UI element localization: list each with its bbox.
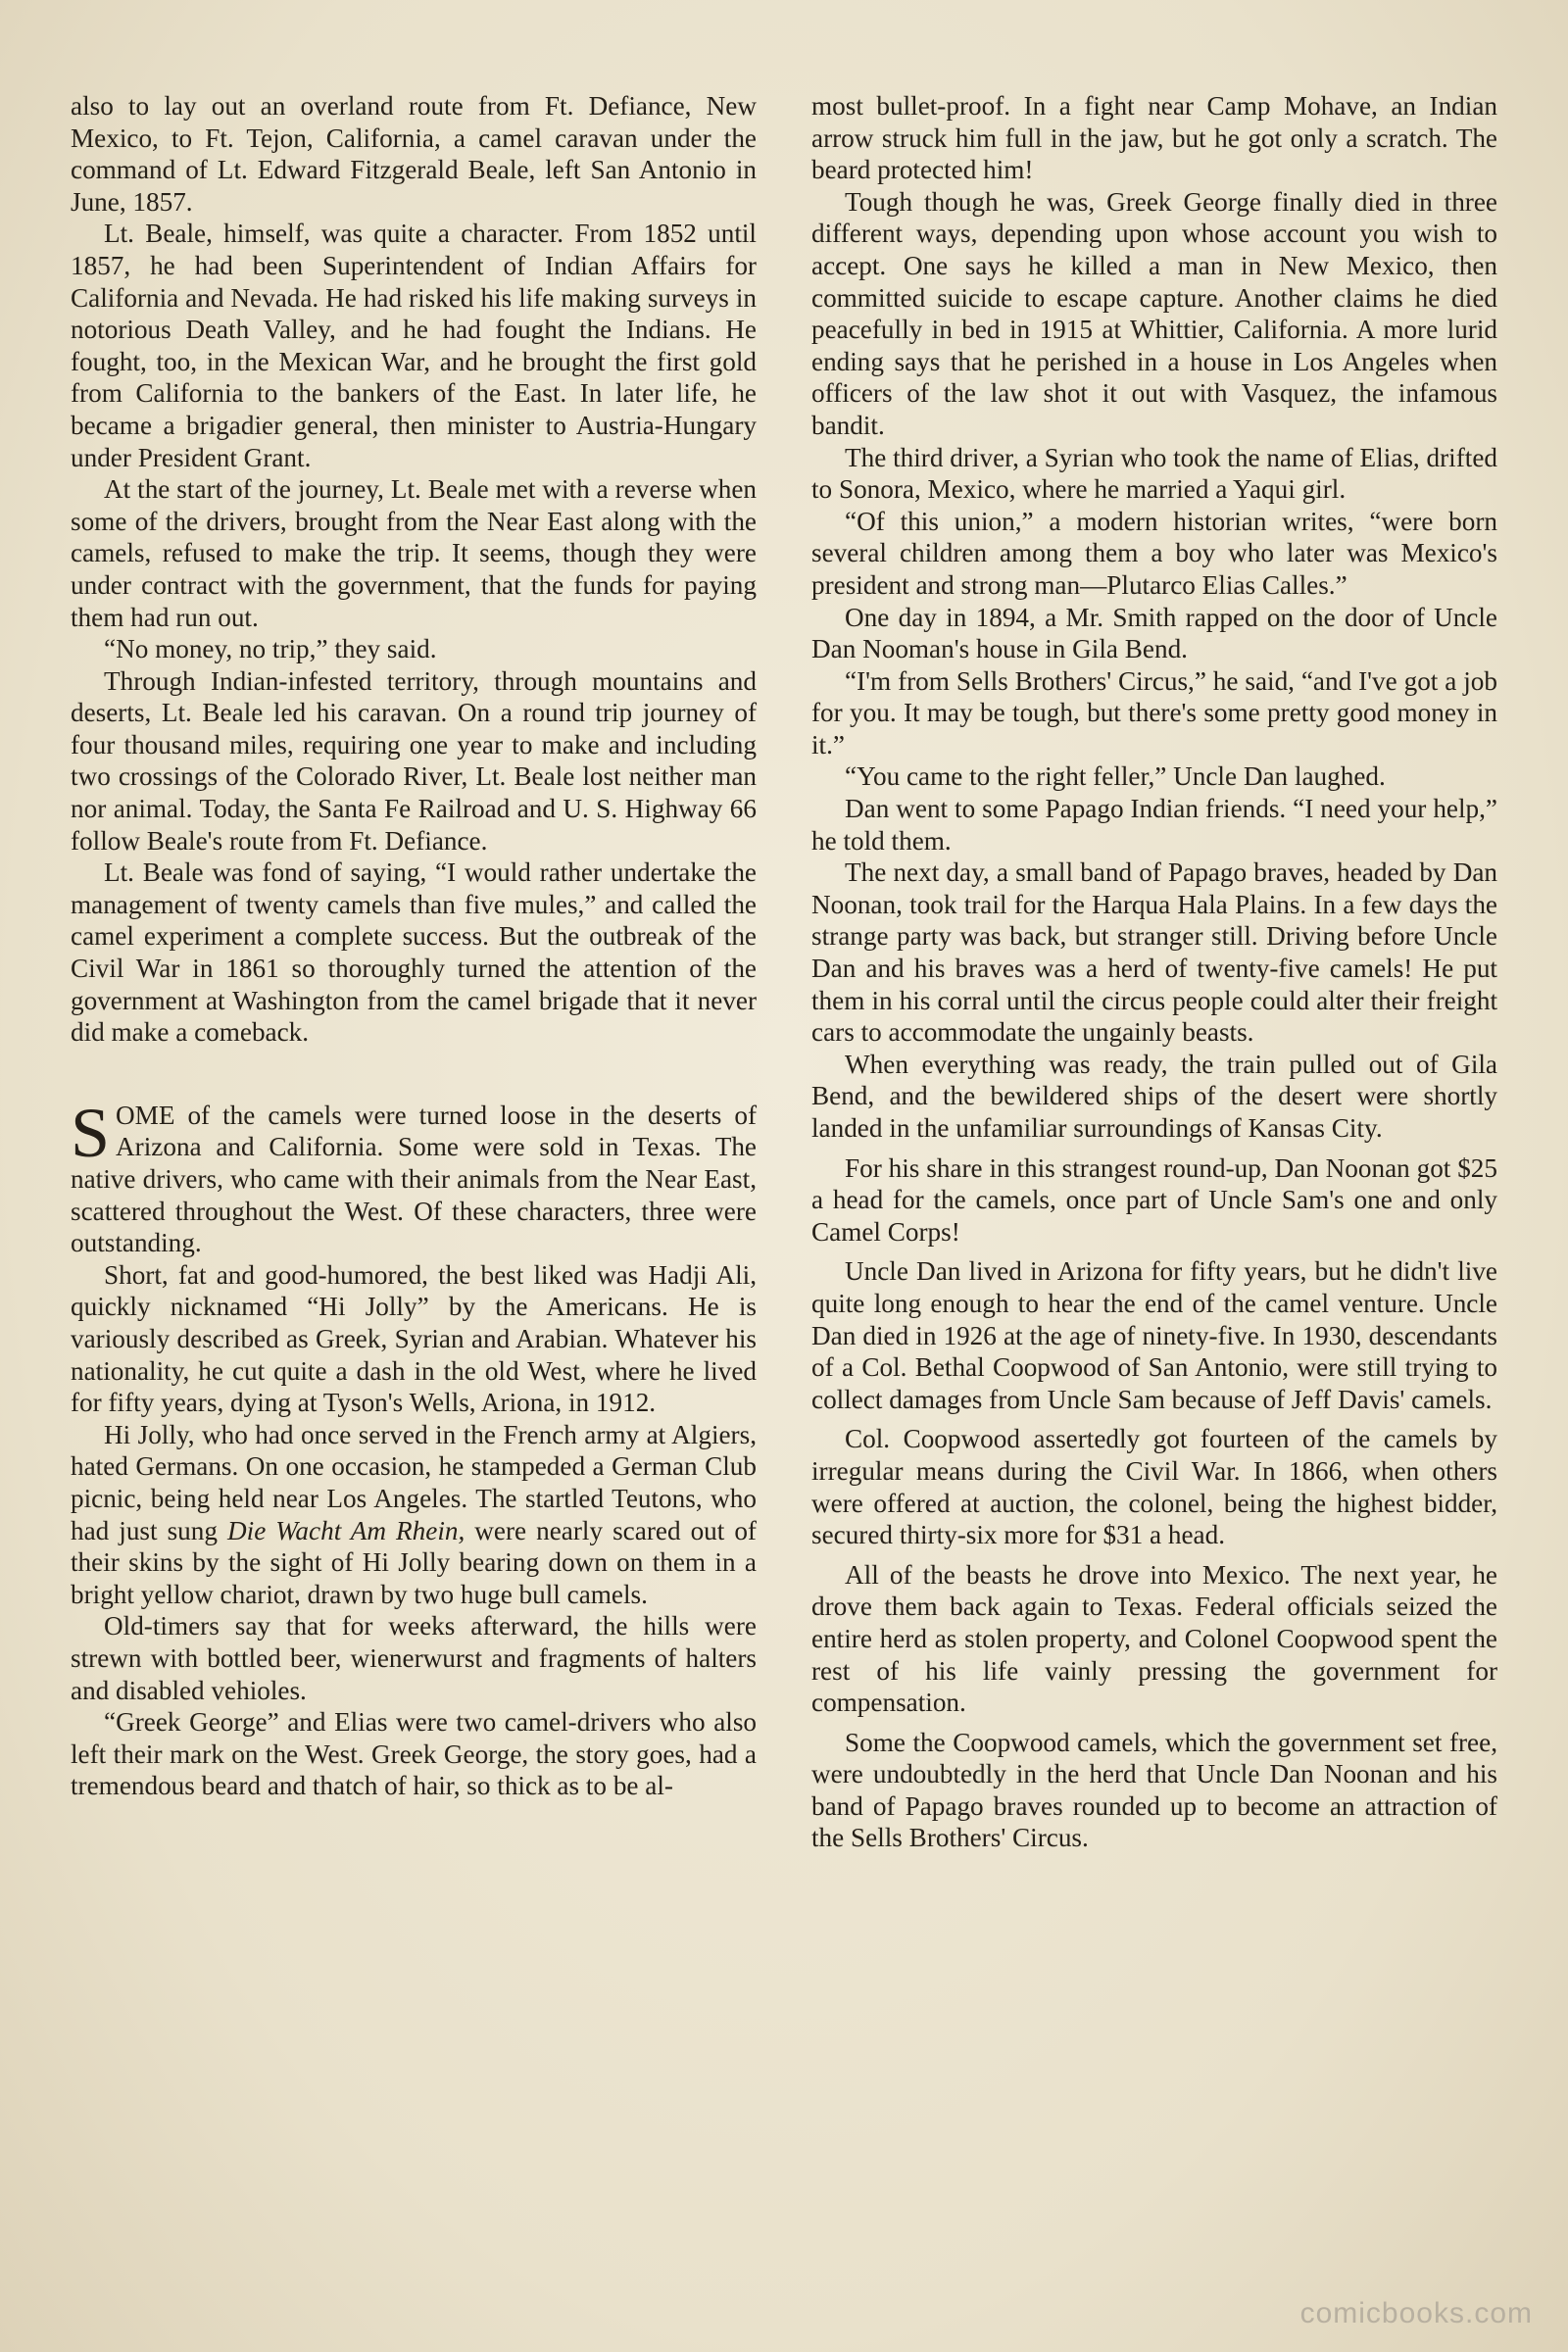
paragraph: also to lay out an overland route from Ft. Defiance, New Mexico, to Ft. Tejon, California, a camel caravan under the command of Lt. Edward Fitzgerald Beale, left San Antonio in June, 1857. [71, 91, 757, 217]
paragraph: “I'm from Sells Brothers' Circus,” he said, “and I've got a job for you. It may be tough, but there's some pretty good money in it.” [811, 665, 1497, 760]
paragraph: For his share in this strangest round-up, Dan Noonan got $25 a head for the camels, once part of Uncle Sam's one and only Camel Corps! [811, 1152, 1497, 1247]
site-watermark: comicbooks.com [1299, 2297, 1533, 2329]
paragraph: When everything was ready, the train pulled out of Gila Bend, and the bewildered ships of the desert were shortly landed in the unfamiliar surroundings of Kansas City. [811, 1049, 1497, 1143]
paragraph: Through Indian-infested territory, through mountains and deserts, Lt. Beale led his caravan. On a round trip journey of four thousand miles, requiring one year to make and including two crossings of the Colorado River, Lt. Beale lost neither man nor animal. Today, the Santa Fe Railroad and U. S. Highway 66 follow Beale's route from Ft. Defiance. [71, 665, 757, 856]
paragraph: One day in 1894, a Mr. Smith rapped on the door of Uncle Dan Nooman's house in Gila Bend. [811, 602, 1497, 664]
paragraph: All of the beasts he drove into Mexico. The next year, he drove them back again to Texas. Federal officials seized the entire herd as stolen property, and Colonel Coopwood spent the rest of his life vainly pressing the government for compensation. [811, 1559, 1497, 1718]
paragraph: The third driver, a Syrian who took the name of Elias, drifted to Sonora, Mexico, where he married a Yaqui girl. [811, 442, 1497, 505]
paragraph: “You came to the right feller,” Uncle Dan laughed. [845, 761, 1386, 792]
paragraph: Tough though he was, Greek George finally died in three different ways, depending upon whose account you wish to accept. One says he killed a man in New Mexico, then committed suicide to escape capture. Another claims he died peacefully in bed in 1915 at Whittier, California. A more lurid ending says that he perished in a house in Los Angeles when officers of the law shot it out with Vasquez, the infamous bandit. [811, 186, 1497, 440]
paragraph: Old-timers say that for weeks afterward, the hills were strewn with bottled beer, wienerwurst and fragments of halters and disabled vehioles. [71, 1611, 757, 1705]
section-first-paragraph [71, 1093, 757, 1259]
left-column [71, 90, 757, 1802]
paragraph: “Greek George” and Elias were two camel-drivers who also left their mark on the West. Greek George, the story goes, had a tremendous beard and thatch of hair, so thick as to be al- [71, 1707, 757, 1801]
paragraph: “No money, no trip,” they said. [104, 634, 437, 664]
paragraph: At the start of the journey, Lt. Beale met with a reverse when some of the drivers, brought from the Near East along with the camels, refused to make the trip. It seems, though they were under contract with the government, that the funds for paying them had run out. [71, 474, 757, 632]
paragraph-text: were nearly scared out of their skins by the sight of Hi Jolly bearing down on them in a bright yellow chariot, drawn by two huge bull camels. [71, 1515, 757, 1609]
paragraph: Short, fat and good-humored, the best liked was Hadji Ali, quickly nicknamed “Hi Jolly” by the Americans. He is variously described as Greek, Syrian and Arabian. Whatever his nationality, he cut quite a dash in the old West, where he lived for fifty years, dying at Tyson's Wells, Ariona, in 1912. [71, 1259, 757, 1418]
paragraph: Col. Coopwood assertedly got fourteen of the camels by irregular means during the Civil War. In 1866, when others were offered at auction, the colonel, being the highest bidder, secured thirty-six more for $31 a head. [811, 1424, 1497, 1550]
paragraph: Lt. Beale, himself, was quite a character. From 1852 until 1857, he had been Superintendent of Indian Affairs for California and Nevada. He had risked his life making surveys in notorious Death Valley, and he had fought the Indians. He fought, too, in the Mexican War, and he brought the first gold from California to the bankers of the East. In later life, he became a brigadier general, then minister to Austria-Hungary under President Grant. [71, 219, 757, 472]
paragraph-hi-jolly [71, 1419, 757, 1611]
paragraph-text: Hi Jolly, who had once served in the French army at Algiers, hated Germans. On one occasion, he stampeded a German Club picnic, being held near Los Angeles. The startled Teutons, who had just sung [71, 1419, 757, 1545]
right-column [811, 90, 1497, 1854]
section-first-text: OME of the camels were turned loose in the deserts of Arizona and California. Some were sold in Texas. The native drivers, who came with their animals from the Near East, scattered throughout the West. Of these characters, three were outstanding. [71, 1100, 757, 1258]
paragraph: “Of this union,” a modern historian writes, “were born several children among them a boy who later was Mexico's president and strong man—Plutarco Elias Calles.” [811, 506, 1497, 600]
paragraph: Lt. Beale was fond of saying, “I would rather undertake the management of twenty camels than five mules,” and called the camel experiment a complete success. But the outbreak of the Civil War in 1861 so thoroughly turned the attention of the government at Washington from the camel brigade that it never did make a comeback. [71, 858, 757, 1048]
drop-cap: S [71, 1093, 111, 1172]
paragraph: Dan went to some Papago Indian friends. “I need your help,” he told them. [811, 794, 1497, 856]
paragraph: Uncle Dan lived in Arizona for fifty years, but he didn't live quite long enough to hear the end of the camel venture. Uncle Dan died in 1926 at the age of ninety-five. In 1930, descendants of a Col. Bethal Coopwood of San Antonio, were still trying to collect damages from Uncle Sam because of Jeff Davis' camels. [811, 1256, 1497, 1414]
paragraph: The next day, a small band of Papago braves, headed by Dan Noonan, took trail for the Harqua Hala Plains. In a few days the strange party was back, but stranger still. Driving before Uncle Dan and his braves was a herd of twenty-five camels! He put them in his corral until the circus people could alter their freight cars to accommodate the ungainly beasts. [811, 858, 1497, 1048]
paragraph: most bullet-proof. In a fight near Camp Mohave, an Indian arrow struck him full in the jaw, but he got only a scratch. The beard protected him! [811, 91, 1497, 185]
song-title: Die Wacht Am Rhein, [227, 1515, 466, 1545]
paragraph: Some the Coopwood camels, which the government set free, were undoubtedly in the herd that Uncle Dan Noonan and his band of Papago braves rounded up to become an attraction of the Sells Brothers' Circus. [811, 1727, 1497, 1853]
